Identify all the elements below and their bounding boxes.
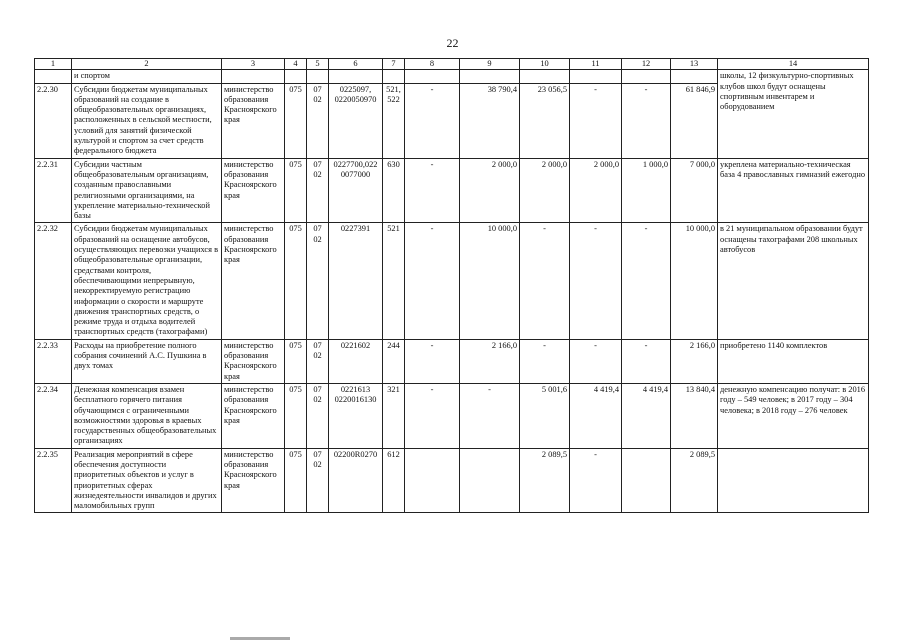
- cell-col13: 2 166,0: [671, 339, 718, 383]
- cell-col13: 2 089,5: [671, 448, 718, 513]
- continuation-result: школы, 12 физкультурно-спортивных клубов школ будут оснащены спортивным инвентарем и оборудованием: [718, 70, 869, 158]
- cell-col13: 61 846,9: [671, 83, 718, 158]
- cell-col8: -: [405, 383, 460, 448]
- col-header-6: 6: [329, 59, 383, 70]
- col-header-1: 1: [35, 59, 72, 70]
- measure-name: Денежная компенсация взамен бесплатного горячего питания обучающимся с ограниченными возможностями здоровья в краевых государственных общеобразовательных организациях: [72, 383, 222, 448]
- cell-col11: -: [570, 223, 622, 339]
- table-row: [35, 223, 869, 339]
- table-row: [35, 158, 869, 223]
- expected-result: [718, 448, 869, 513]
- cell-col4: 075: [285, 158, 307, 223]
- cell-col5: 07 02: [307, 339, 329, 383]
- cell-col10: -: [520, 223, 570, 339]
- cell-col12: -: [622, 83, 671, 158]
- continuation-row: [35, 70, 869, 83]
- col-header-9: 9: [460, 59, 520, 70]
- cell-col13: 10 000,0: [671, 223, 718, 339]
- cell-col9: 10 000,0: [460, 223, 520, 339]
- col-header-8: 8: [405, 59, 460, 70]
- cell-col12: [622, 448, 671, 513]
- cell-col9: -: [460, 383, 520, 448]
- cell-col9: 2 166,0: [460, 339, 520, 383]
- cell-col12: 1 000,0: [622, 158, 671, 223]
- agency: министерство образования Красноярского края: [222, 158, 285, 223]
- row-number: 2.2.33: [35, 339, 72, 383]
- cell-col12: -: [622, 339, 671, 383]
- cell-col7: 630: [383, 158, 405, 223]
- cell-col7: 612: [383, 448, 405, 513]
- measure-name: Расходы на приобретение полного собрания сочинений А.С. Пушкина в двух томах: [72, 339, 222, 383]
- continuation-name: и спортом: [72, 70, 222, 83]
- cell-col9: 2 000,0: [460, 158, 520, 223]
- cell-col6: 0225097, 0220050970: [329, 83, 383, 158]
- cell-col6: 0227700,022 0077000: [329, 158, 383, 223]
- col-header-12: 12: [622, 59, 671, 70]
- expected-result: укреплена материально-техническая база 4 православных гимназий ежегодно: [718, 158, 869, 223]
- header-row: [35, 59, 869, 70]
- cell-col5: 07 02: [307, 448, 329, 513]
- cell-col11: -: [570, 83, 622, 158]
- cell-col5: 07 02: [307, 83, 329, 158]
- cell-col9: 38 790,4: [460, 83, 520, 158]
- agency: министерство образования Красноярского края: [222, 383, 285, 448]
- cell-col11: -: [570, 339, 622, 383]
- row-number: 2.2.30: [35, 83, 72, 158]
- cell-col8: -: [405, 339, 460, 383]
- cell-col7: 321: [383, 383, 405, 448]
- col-header-11: 11: [570, 59, 622, 70]
- cell-col8: [405, 448, 460, 513]
- col-header-7: 7: [383, 59, 405, 70]
- cell-col10: 2 089,5: [520, 448, 570, 513]
- cell-col8: -: [405, 83, 460, 158]
- cell-col6: 02200R0270: [329, 448, 383, 513]
- agency: министерство образования Красноярского края: [222, 83, 285, 158]
- cell-col8: -: [405, 223, 460, 339]
- col-header-13: 13: [671, 59, 718, 70]
- col-header-5: 5: [307, 59, 329, 70]
- measure-name: Субсидии частным общеобразовательным организациям, созданным православными религиозными организациями, на укрепление материально-технической базы: [72, 158, 222, 223]
- agency: министерство образования Красноярского края: [222, 339, 285, 383]
- col-header-2: 2: [72, 59, 222, 70]
- cell-col7: 521: [383, 223, 405, 339]
- cell-col5: 07 02: [307, 383, 329, 448]
- cell-col11: 4 419,4: [570, 383, 622, 448]
- cell-col10: 23 056,5: [520, 83, 570, 158]
- col-header-4: 4: [285, 59, 307, 70]
- col-header-10: 10: [520, 59, 570, 70]
- cell-col4: 075: [285, 383, 307, 448]
- cell-col4: 075: [285, 223, 307, 339]
- row-number: 2.2.35: [35, 448, 72, 513]
- cell-col5: 07 02: [307, 223, 329, 339]
- expected-result: в 21 муниципальном образовании будут оснащены тахографами 208 школьных автобусов: [718, 223, 869, 339]
- cell-col13: 7 000,0: [671, 158, 718, 223]
- agency: министерство образования Красноярского края: [222, 448, 285, 513]
- row-number: 2.2.31: [35, 158, 72, 223]
- page-number: 22: [446, 36, 459, 50]
- cell-col9: [460, 448, 520, 513]
- table-row: [35, 448, 869, 513]
- row-number: 2.2.32: [35, 223, 72, 339]
- cell-col10: -: [520, 339, 570, 383]
- cell-col4: 075: [285, 83, 307, 158]
- measure-name: Реализация мероприятий в сфере обеспечения доступности приоритетных объектов и услуг в приоритетных сферах жизнедеятельности инвалидов и других маломобильных групп: [72, 448, 222, 513]
- measure-name: Субсидии бюджетам муниципальных образований на создание в общеобразовательных организациях, расположенных в сельской местности, условий для занятий физической культурой и спортом за счет средств федерального бюджета: [72, 83, 222, 158]
- cell-col10: 5 001,6: [520, 383, 570, 448]
- program-measures-table: [34, 58, 869, 513]
- cell-col4: 075: [285, 339, 307, 383]
- cell-col4: 075: [285, 448, 307, 513]
- cell-col6: 0227391: [329, 223, 383, 339]
- col-header-3: 3: [222, 59, 285, 70]
- cell-col12: 4 419,4: [622, 383, 671, 448]
- expected-result: денежную компенсацию получат: в 2016 году – 549 человек; в 2017 году – 304 человека; в 2018 году – 276 человек: [718, 383, 869, 448]
- table-row: [35, 383, 869, 448]
- cell-col10: 2 000,0: [520, 158, 570, 223]
- cell-col13: 13 840,4: [671, 383, 718, 448]
- measure-name: Субсидии бюджетам муниципальных образований на оснащение автобусов, осуществляющих перевозки учащихся в общеобразовательные организации, средствами контроля, обеспечивающими непрерывную, некорректируемую регистрацию информации о скорости и маршруте движения транспортных средств, о режиме труда и отдыха водителей транспортных средств (тахографами): [72, 223, 222, 339]
- row-number: 2.2.34: [35, 383, 72, 448]
- cell-col7: 244: [383, 339, 405, 383]
- cell-col8: -: [405, 158, 460, 223]
- cell-col6: 0221613 0220016130: [329, 383, 383, 448]
- agency: министерство образования Красноярского края: [222, 223, 285, 339]
- cell-col7: 521, 522: [383, 83, 405, 158]
- cell-col11: -: [570, 448, 622, 513]
- cell-col5: 07 02: [307, 158, 329, 223]
- expected-result: приобретено 1140 комплектов: [718, 339, 869, 383]
- table-row: [35, 339, 869, 383]
- cell-col6: 0221602: [329, 339, 383, 383]
- cell-col12: -: [622, 223, 671, 339]
- col-header-14: 14: [718, 59, 869, 70]
- cell-col11: 2 000,0: [570, 158, 622, 223]
